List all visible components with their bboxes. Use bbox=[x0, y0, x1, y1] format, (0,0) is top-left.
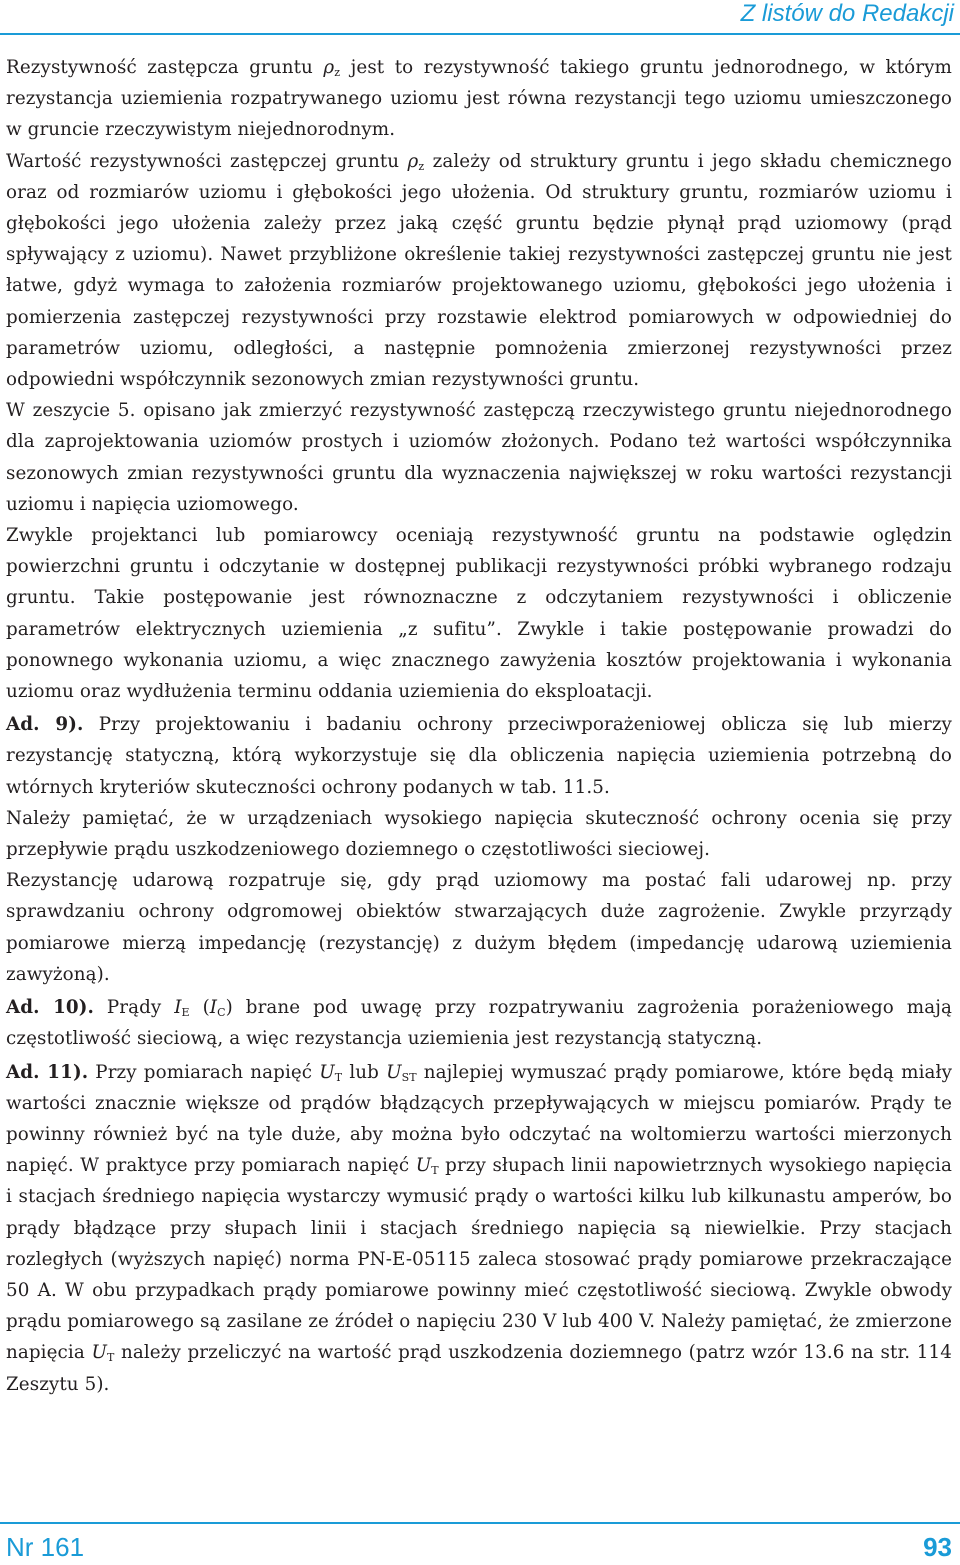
footer-rule bbox=[0, 1522, 960, 1524]
issue-number: Nr 161 bbox=[6, 1532, 85, 1562]
rho-subscript: z bbox=[418, 159, 425, 173]
current-symbol: I bbox=[209, 997, 218, 1019]
paragraph-ad-9: Ad. 9). Przy projektowaniu i badaniu ochrony przeciwporażeniowej oblicza się lub mierzy rezystancję statyczną, którą wykorzystuje się dla obliczenia napięcia uziemienia potrzebną do wtórnych kryteriów skuteczności ochrony podanych w tab. 11.5. bbox=[6, 714, 952, 798]
paragraph-ad-11: Ad. 11). Przy pomiarach napięć $U_T$ lub $U_{ST}$ najlepiej wymuszać prądy pomiarowe, które będą miały wartości znacznie większe od prądów błądzących przepływających w miejscu pomiarów. Prądy te powinny również być na tyle duże, aby można było odczytać na woltomierzu wartości mierzonych napięć. W praktyce przy pomiarach napięć $U_T$ przy słupach linii napowietrznych wysokiego napięcia i stacjach średniego napięcia wystarczy wymusić prądy o wartości kilku lub kilkunastu amperów, bo prądy błądzące przy słupach linii i stacjach średniego napięcia są niewielkie. Przy stacjach rozległych (wyższych napięć) norma PN-E-05115 zaleca stosować prądy pomiarowe przekraczające 50 A. W obu przypadkach prądy pomiarowe powinny mieć częstotliwość sieciową. Zwykle obwody prądu pomiarowego są zasilane ze źródeł o napięciu 230 V lub 400 V. Należy pamiętać, że zmierzone napięcia $U_T$ należy przeliczyć na wartość prąd uszkodzenia doziemnego (patrz wzór 13.6 na str. 114 Zeszytu 5). bbox=[6, 1061, 953, 1395]
page-number: 93 bbox=[923, 1532, 952, 1562]
header-rule bbox=[0, 33, 960, 35]
paragraph-1: Rezystywność zastępcza gruntu $\rho_z$ jest to rezystywność takiego gruntu jednorodnego, w którym rezystancja uziemienia rozpatrywanego uziomu jest równa rezystancji tego uziomu umieszczonego w gruncie rzeczywistym niejednorodnym. bbox=[6, 57, 952, 141]
paragraph-2: Wartość rezystywności zastępczej gruntu $\rho_z$ zależy od struktury gruntu i jego składu chemicznego oraz od rozmiarów uziomu i głębokości jego ułożenia. Od struktury gruntu, rozmiarów uziomu i głębokości jego ułożenia zależy przez jaką część gruntu będzie płynął prąd uziomowy (prąd spływający z uziomu). Nawet przybliżone określenie takiej rezystywności zastępczej gruntu nie jest łatwe, gdyż wymaga to założenia rozmiarów projektowanego uziomu, głębokości jego ułożenia i pomierzenia zastępczej rezystywności przy rozstawie elektrod pomiarowych w odpowiedniej do parametrów uziomu, odległości, a następnie pomnożenia zmierzonej rezystywności przez odpowiedni współczynnik sezonowych zmian rezystywności gruntu. bbox=[6, 150, 952, 391]
paragraph-4: Zwykle projektanci lub pomiarowcy oceniają rezystywność gruntu na podstawie oględzin powierzchni gruntu i odczytanie w dostępnej publikacji rezystywności próbki wybranego rodzaju gruntu. Takie postępowanie jest równoznaczne z odczytaniem rezystywności i obliczenie parametrów elektrycznych uziemienia „z sufitu”. Zwykle i takie postępowanie prowadzi do ponownego wykonania uziomu, a więc znacznego zawyżenia kosztów projektowania i wykonania uziomu oraz wydłużenia terminu oddania uziemienia do eksploatacji. bbox=[6, 525, 952, 703]
paragraph-ad-10: Ad. 10). Prądy $I_E$ $(I_C)$ brane pod uwagę przy rozpatrywaniu zagrożenia porażeniowego mają częstotliwość sieciową, a więc rezystancja uziemienia jest rezystancją statyczną. bbox=[6, 997, 952, 1050]
paragraph-3: W zeszycie 5. opisano jak zmierzyć rezystywność zastępczą rzeczywistego gruntu niejednorodnego dla zaprojektowania uziomów prostych i uziomów złożonych. Podano też wartości współczynnika sezonowych zmian rezystywności gruntu dla wyznaczenia największej w roku wartości rezystancji uziomu i napięcia uziomowego. bbox=[6, 400, 952, 515]
voltage-symbol: U bbox=[415, 1155, 432, 1177]
ad-label: Ad. 10). bbox=[6, 997, 94, 1019]
section-title: Z listów do Redakcji bbox=[740, 0, 954, 27]
ad-label: Ad. 11). bbox=[6, 1061, 89, 1083]
rho-symbol: ρ bbox=[407, 150, 419, 172]
voltage-symbol: U bbox=[319, 1061, 335, 1083]
rho-subscript: z bbox=[334, 66, 341, 79]
page-header bbox=[0, 0, 960, 38]
voltage-symbol: U bbox=[91, 1342, 107, 1364]
current-symbol: I bbox=[174, 997, 182, 1019]
paragraph-7: Rezystancję udarową rozpatruje się, gdy prąd uziomowy ma postać fali udarowej np. przy sprawdzaniu ochrony odgromowej obiektów stwarzających duże zagrożenie. Zwykle przyrządy pomiarowe mierzą impedancję (rezystancję) z dużym błędem (impedancję udarową uziemienia zawyżoną). bbox=[6, 870, 952, 985]
article-body bbox=[6, 52, 952, 1400]
rho-symbol: ρ bbox=[323, 57, 335, 78]
paragraph-6: Należy pamiętać, że w urządzeniach wysokiego napięcia skuteczność ochrony ocenia się przy przepływie prądu uszkodzeniowego doziemnego o częstotliwości sieciowej. bbox=[6, 807, 952, 861]
voltage-symbol: U bbox=[386, 1061, 402, 1083]
ad-label: Ad. 9). bbox=[6, 714, 84, 736]
